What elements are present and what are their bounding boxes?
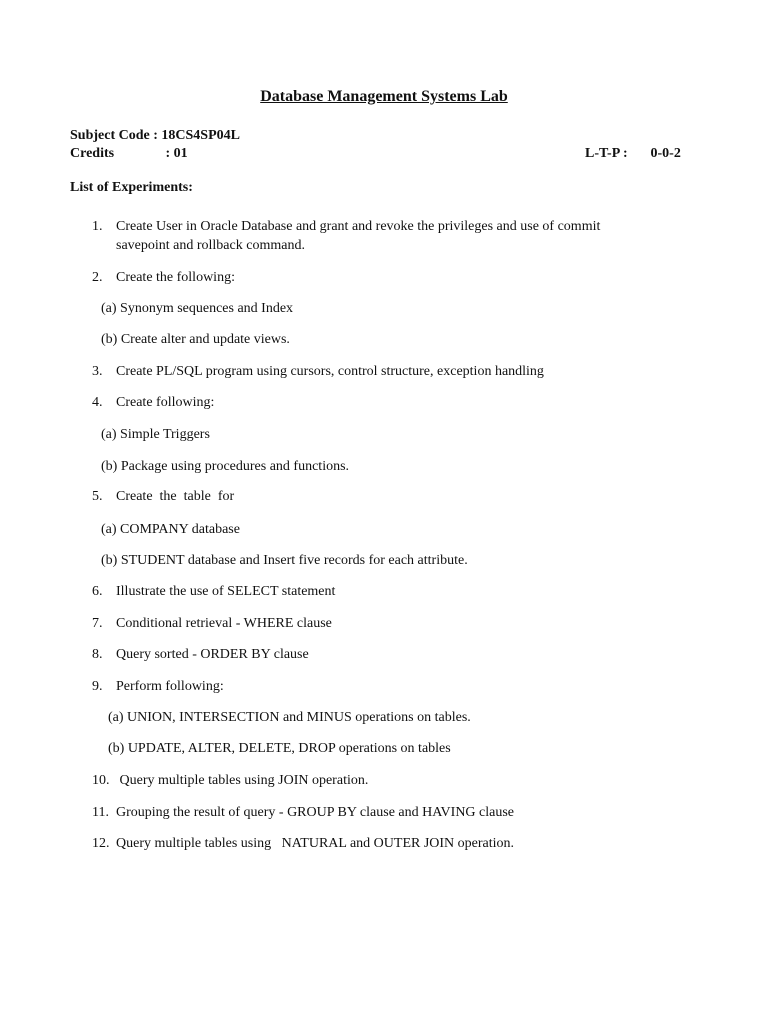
- experiments-heading: List of Experiments:: [70, 180, 193, 195]
- list-subitem: (b) Package using procedures and functions.: [101, 459, 350, 474]
- list-subitem: (b) Create alter and update views.: [101, 332, 290, 347]
- credits-value: : 01: [165, 146, 188, 161]
- list-subitem: (a) UNION, INTERSECTION and MINUS operations on tables.: [108, 710, 471, 725]
- list-item-continuation: savepoint and rollback command.: [116, 238, 305, 253]
- list-subitem: (b) STUDENT database and Insert five records for each attribute.: [101, 553, 468, 568]
- list-item: 7. Conditional retrieval - WHERE clause: [92, 616, 332, 631]
- subject-code-row: [70, 128, 240, 144]
- list-item: 12. Query multiple tables using NATURAL and OUTER JOIN operation.: [92, 836, 515, 851]
- credits-row: [70, 146, 188, 162]
- subject-code-value: 18CS4SP04L: [161, 128, 240, 143]
- list-item: 4. Create following:: [92, 395, 215, 410]
- list-item: 1. Create User in Oracle Database and grant and revoke the privileges and use of commit: [92, 219, 601, 234]
- list-item: 9. Perform following:: [92, 679, 224, 694]
- list-subitem: (a) COMPANY database: [101, 522, 240, 537]
- ltp-value: 0-0-2: [650, 146, 681, 161]
- credits-label: Credits: [70, 146, 115, 161]
- list-item: 6. Illustrate the use of SELECT statement: [92, 584, 336, 599]
- subject-code-label: Subject Code :: [70, 128, 158, 143]
- document-title: Database Management Systems Lab: [260, 88, 508, 105]
- list-item: 2. Create the following:: [92, 270, 235, 285]
- ltp-label: L-T-P :: [585, 146, 628, 161]
- list-subitem: (a) Simple Triggers: [101, 427, 210, 442]
- ltp-row: [585, 146, 681, 162]
- list-item: 10. Query multiple tables using JOIN operation.: [92, 773, 369, 788]
- list-subitem: (a) Synonym sequences and Index: [101, 301, 294, 316]
- list-item: 3. Create PL/SQL program using cursors, control structure, exception handling: [92, 364, 544, 379]
- list-item: 8. Query sorted - ORDER BY clause: [92, 647, 309, 662]
- list-item: 5. Create the table for: [92, 489, 235, 504]
- list-item: 11. Grouping the result of query - GROUP BY clause and HAVING clause: [92, 805, 515, 820]
- list-subitem: (b) UPDATE, ALTER, DELETE, DROP operations on tables: [108, 741, 451, 756]
